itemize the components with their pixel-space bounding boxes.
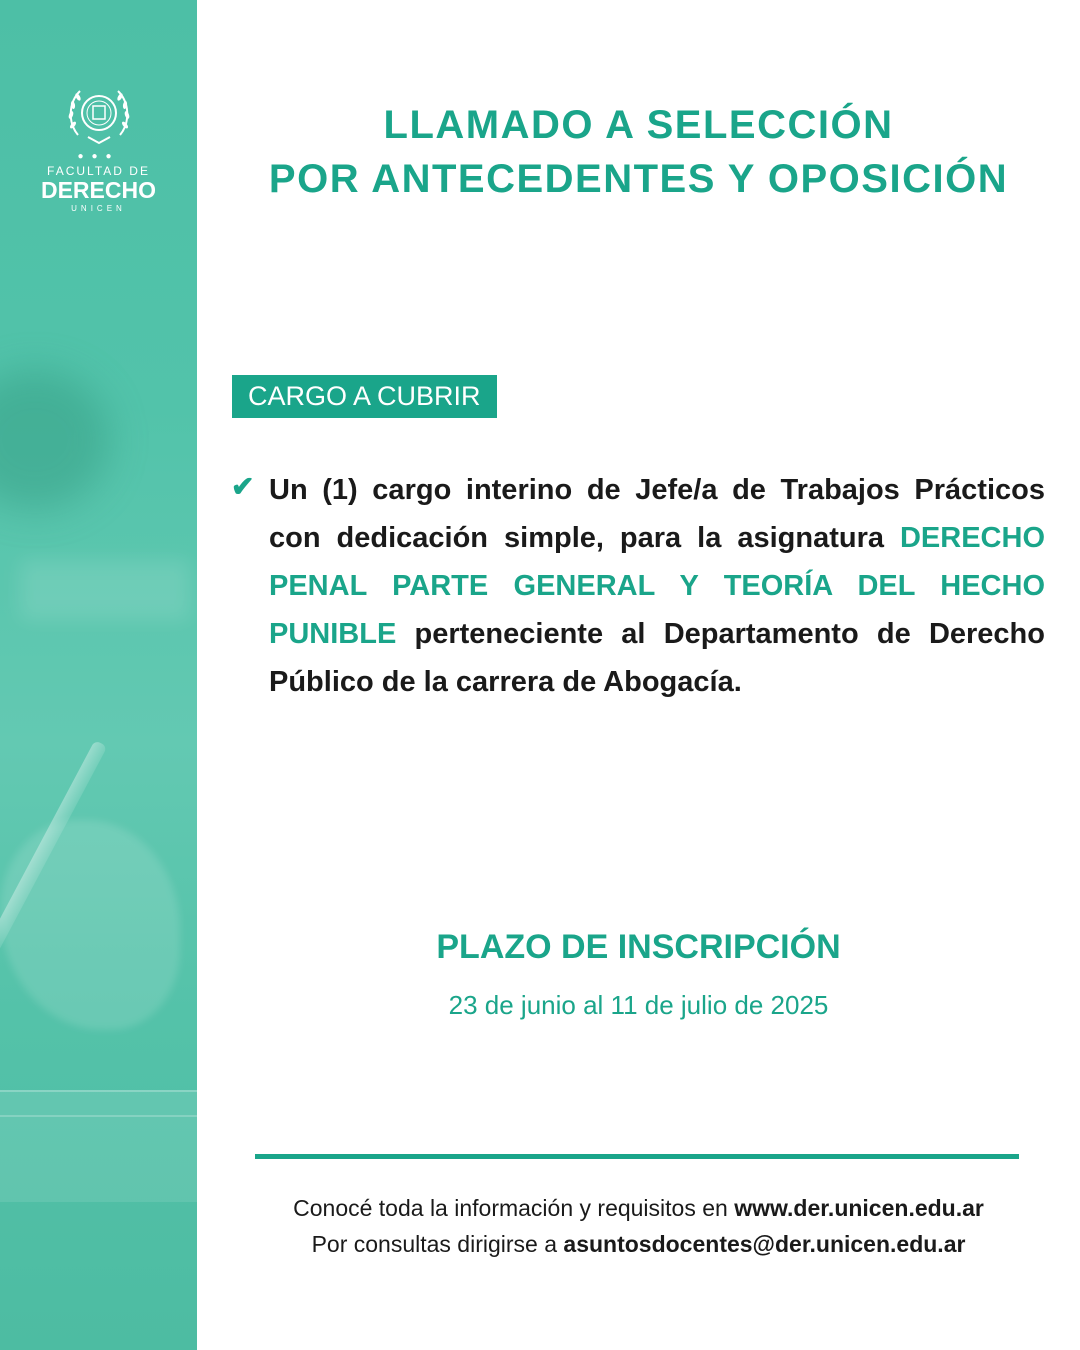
hand-illustration bbox=[0, 820, 180, 1030]
divider bbox=[255, 1154, 1019, 1159]
plazo-title: PLAZO DE INSCRIPCIÓN bbox=[436, 928, 841, 966]
footer bbox=[197, 1190, 1080, 1262]
faculty-logo bbox=[0, 85, 197, 213]
footer-contact-text: Por consultas dirigirse a bbox=[311, 1231, 564, 1257]
book-page-line bbox=[0, 1115, 197, 1117]
logo-facultad-text: FACULTAD DE bbox=[47, 164, 150, 178]
cargo-tag: CARGO A CUBRIR bbox=[232, 375, 497, 418]
website-link[interactable]: www.der.unicen.edu.ar bbox=[734, 1195, 984, 1221]
book-illustration bbox=[0, 1090, 197, 1202]
checkmark-icon: ✔ bbox=[231, 471, 255, 502]
footer-line-1 bbox=[197, 1190, 1080, 1226]
page-title bbox=[197, 98, 1080, 206]
logo-derecho-text: DERECHO bbox=[40, 177, 156, 203]
title-line-2: POR ANTECEDENTES Y OPOSICIÓN bbox=[268, 157, 1009, 201]
footer-info-text: Conocé toda la información y requisitos en bbox=[293, 1195, 735, 1221]
background-shelf-shape bbox=[20, 560, 190, 620]
email-link[interactable]: asuntosdocentes@der.unicen.edu.ar bbox=[563, 1231, 966, 1257]
title-line-1: LLAMADO A SELECCIÓN bbox=[383, 103, 894, 147]
subject-highlight: DERECHO PENAL PARTE GENERAL Y TEORÍA DEL HECHO PUNIBLE bbox=[269, 522, 1045, 650]
seal-icon bbox=[66, 85, 132, 147]
sidebar-photo-panel bbox=[0, 0, 197, 1350]
cargo-description bbox=[269, 466, 1045, 706]
background-plant-shape bbox=[0, 370, 110, 510]
logo-dots: ●●● bbox=[77, 151, 120, 162]
cargo-text-part1: Un (1) cargo interino de Jefe/a de Trabajos Prácticos con dedicación simple, para la asignatura bbox=[269, 474, 1045, 554]
cargo-text-part2: perteneciente al Departamento de Derecho Público de la carrera de Abogacía. bbox=[269, 618, 1045, 698]
logo-unicen-text: UNICEN bbox=[71, 204, 126, 213]
footer-line-2 bbox=[197, 1226, 1080, 1262]
plazo-dates: 23 de junio al 11 de julio de 2025 bbox=[448, 990, 829, 1020]
